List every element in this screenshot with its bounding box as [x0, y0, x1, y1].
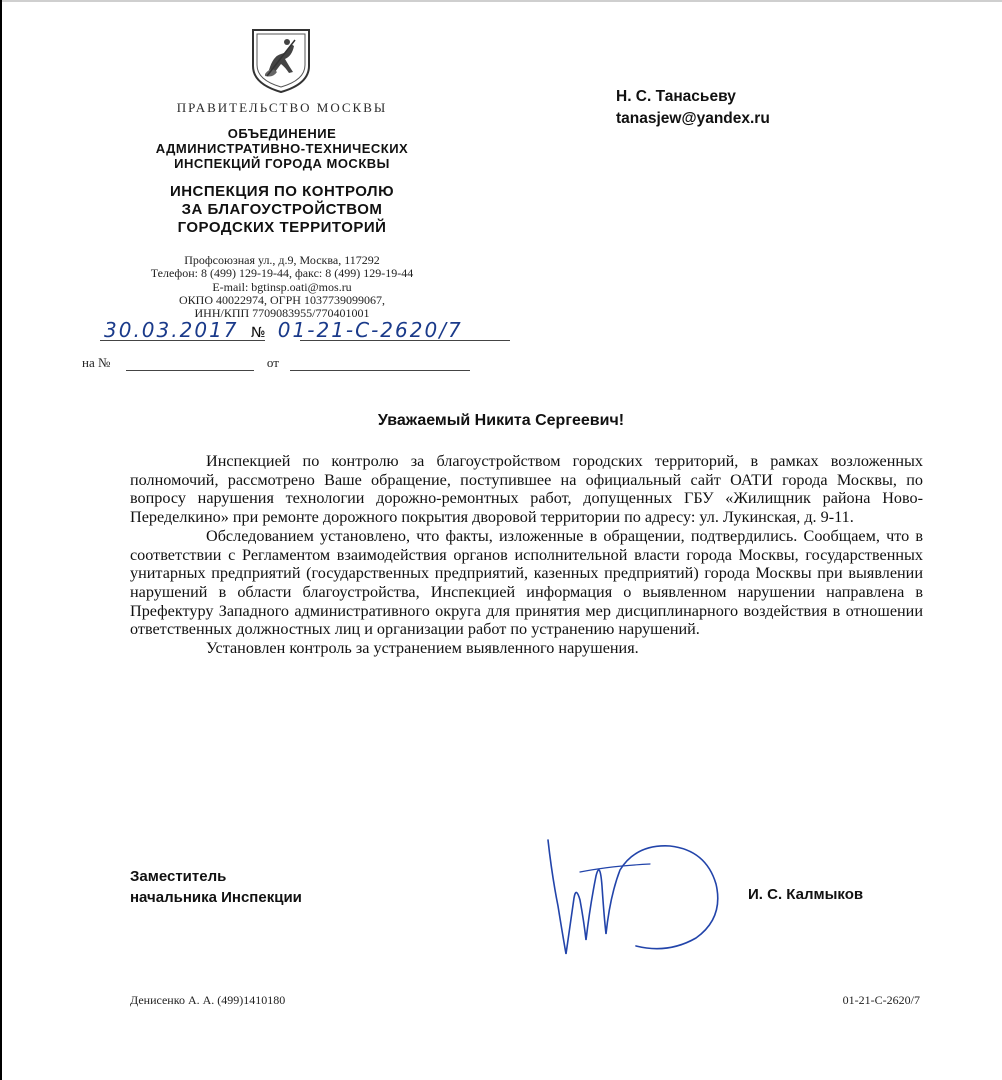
inspection-line: ЗА БЛАГОУСТРОЙСТВОМ — [181, 201, 383, 218]
number-label: № — [250, 325, 266, 341]
document-number: 01-21-С-2620/7 — [842, 993, 920, 1007]
email-line: E-mail: bgtinsp.oati@mos.ru — [212, 279, 352, 294]
date-underline — [100, 340, 265, 341]
body-paragraph: Обследованием установлено, что факты, изложенные в обращении, подтвердились. Сообщаем, что в соответствии с Регламентом взаимодействия органов исполнительной власти города Москвы, государственных унитарных предприятий (государственных предприятий, казенных предприятий) города Москвы при выявлении нарушений в области благоустройства, Инспекцией информация о выявленном нарушении направлена в Префектуру Западного административного округа для принятия мер дисциплинарного воздействия в отношении ответственных должностных лиц и организации работ по устранению нарушений. — [130, 526, 923, 639]
ref-from-label: от — [266, 355, 279, 370]
number-underline — [300, 340, 510, 341]
signer-name: И. С. Калмыков — [748, 886, 864, 903]
recipient-name: Н. С. Танасьеву — [616, 88, 736, 105]
registration-handwritten — [104, 318, 463, 342]
inspection-name — [82, 183, 482, 237]
salutation: Уважаемый Никита Сергеевич! — [377, 412, 625, 429]
signer-title — [130, 866, 302, 908]
letter-body — [130, 452, 923, 658]
ref-number-blank — [126, 356, 254, 371]
reference-line — [82, 355, 470, 371]
ref-number-label: на № — [82, 355, 111, 370]
ref-date-blank — [290, 356, 470, 371]
executor-info: Денисенко А. А. (499)1410180 — [130, 993, 286, 1007]
registration-number: 01-21-С-2620/7 — [277, 318, 463, 342]
inn-line: ИНН/КПП 7709083955/770401001 — [194, 306, 370, 321]
body-paragraph: Инспекцией по контролю за благоустройством городских территорий, в рамках возложенных полномочий, рассмотрено Ваше обращение, поступившее на официальный сайт ОАТИ города Москвы, по вопросу нарушения технологии дорожно-ремонтных работ, допущенных ГБУ «Жилищник района Ново-Переделкино» при ремонте дорожного покрытия дворовой территории по адресу: ул. Лукинская, д. 9-11. — [130, 452, 923, 527]
moscow-coat-of-arms-icon — [247, 26, 315, 94]
scan-edge-top — [0, 0, 1002, 2]
recipient-email: tanasjew@yandex.ru — [616, 110, 770, 127]
recipient-block — [616, 86, 770, 130]
address-line: Профсоюзная ул., д.9, Москва, 117292 — [184, 253, 380, 267]
contact-details — [82, 254, 482, 320]
signer-title-line: начальника Инспекции — [130, 889, 302, 906]
association-line: ИНСПЕКЦИЙ ГОРОДА МОСКВЫ — [174, 156, 390, 171]
signer-title-line: Заместитель — [130, 868, 227, 885]
inspection-line: ГОРОДСКИХ ТЕРРИТОРИЙ — [177, 219, 387, 236]
organization-header — [82, 100, 482, 320]
phone-line: Телефон: 8 (499) 129-19-44, факс: 8 (499) 129-19-44 — [150, 266, 414, 281]
body-paragraph: Установлен контроль за устранением выявленного нарушения. — [206, 639, 639, 658]
inspection-line: ИНСПЕКЦИЯ ПО КОНТРОЛЮ — [169, 183, 395, 200]
scan-edge-left — [0, 0, 2, 1080]
government-name: ПРАВИТЕЛЬСТВО МОСКВЫ — [176, 100, 388, 115]
handwritten-signature — [540, 836, 730, 966]
association-line: ОБЪЕДИНЕНИЕ — [227, 126, 337, 141]
okpo-line: ОКПО 40022974, ОГРН 1037739099067, — [179, 292, 385, 307]
association-name — [82, 126, 482, 171]
association-line: АДМИНИСТРАТИВНО-ТЕХНИЧЕСКИХ — [155, 141, 409, 156]
registration-date: 30.03.2017 — [104, 318, 239, 342]
